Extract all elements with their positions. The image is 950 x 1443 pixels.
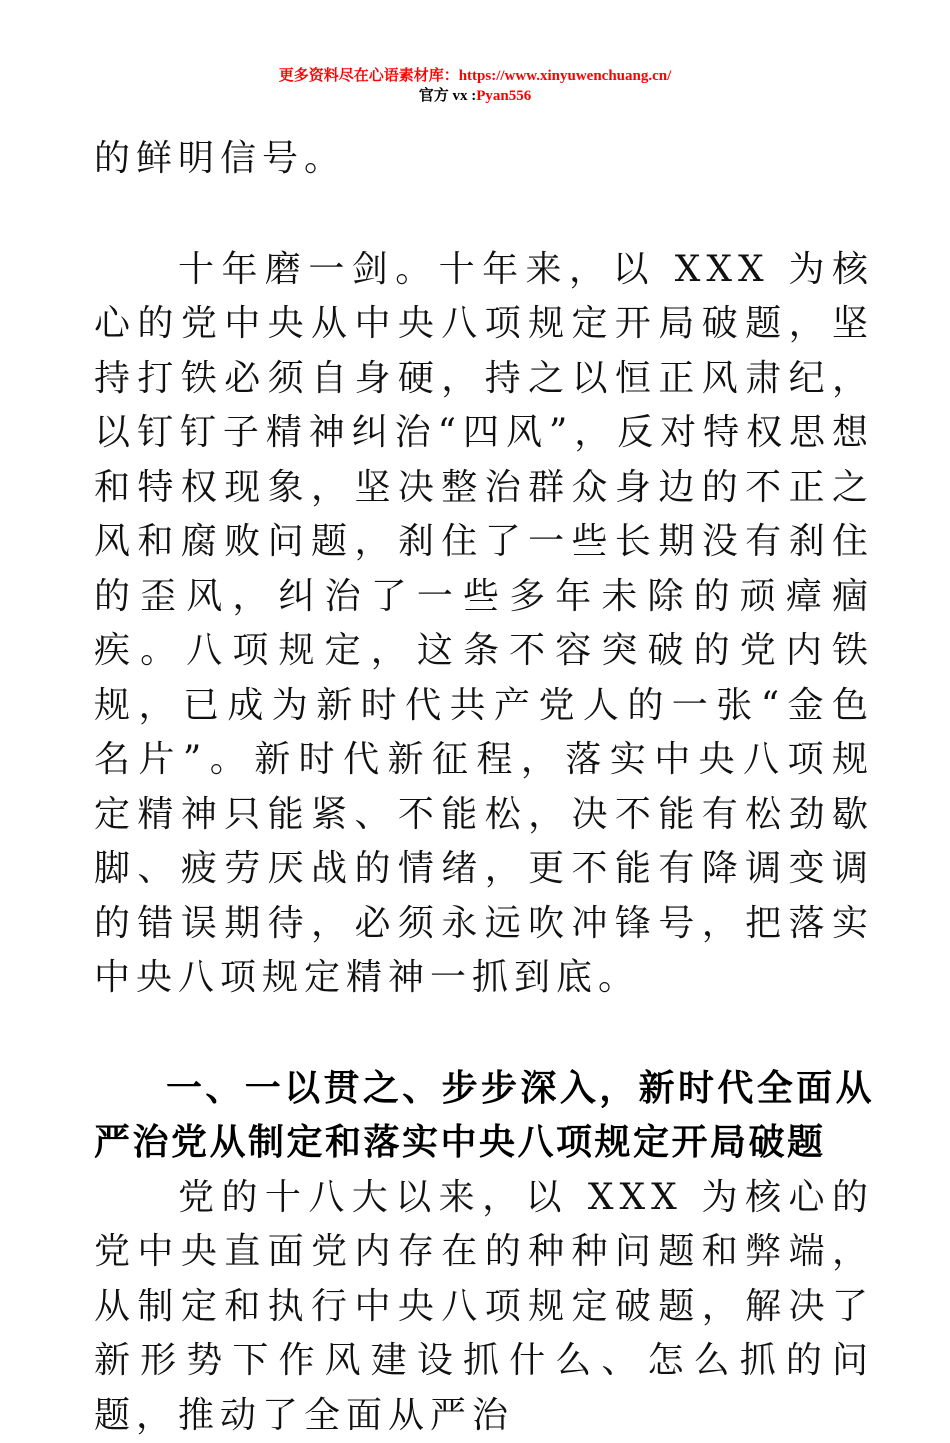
- paragraph-spacer: [94, 1006, 874, 1062]
- header-contact-label: 官方 vx :: [419, 88, 477, 104]
- paragraph-ten-years: 十年磨一剑。十年来，以 XXX 为核心的党中央从中央八项规定开局破题，坚持打铁必须自身硬，持之以恒正风肃纪，以钉钉子精神纠治“四风”，反对特权思想和特权现象，坚决整治群众身边的不正之风和腐败问题，刹住了一些长期没有刹住的歪风，纠治了一些多年未除的顽瘴痼疾。八项规定，这条不容突破的党内铁规，已成为新时代共产党人的一张“金色名片”。新时代新征程，落实中央八项规定精神只能紧、不能松，决不能有松劲歇脚、疲劳厌战的情绪，更不能有降调变调的错误期待，必须永远吹冲锋号，把落实中央八项规定精神一抓到底。: [94, 243, 874, 1006]
- section-heading-1: 一、一以贯之、步步深入，新时代全面从严治党从制定和落实中央八项规定开局破题: [94, 1062, 874, 1171]
- document-body: [94, 132, 874, 1443]
- header-contact-value: Pyan556: [476, 88, 531, 104]
- paragraph-eighteenth-congress: 党的十八大以来，以 XXX 为核心的党中央直面党内存在的种种问题和弊端，从制定和执行中央八项规定破题，解决了新形势下作风建设抓什么、怎么抓的问题，推动了全面从严治: [94, 1171, 874, 1443]
- header-contact: [0, 86, 950, 106]
- paragraph-continuation: 的鲜明信号。: [94, 132, 874, 187]
- header-source-link[interactable]: 更多资料尽在心语素材库：https://www.xinyuwenchuang.cn/: [0, 66, 950, 86]
- watermark-header: [0, 66, 950, 106]
- paragraph-spacer: [94, 187, 874, 243]
